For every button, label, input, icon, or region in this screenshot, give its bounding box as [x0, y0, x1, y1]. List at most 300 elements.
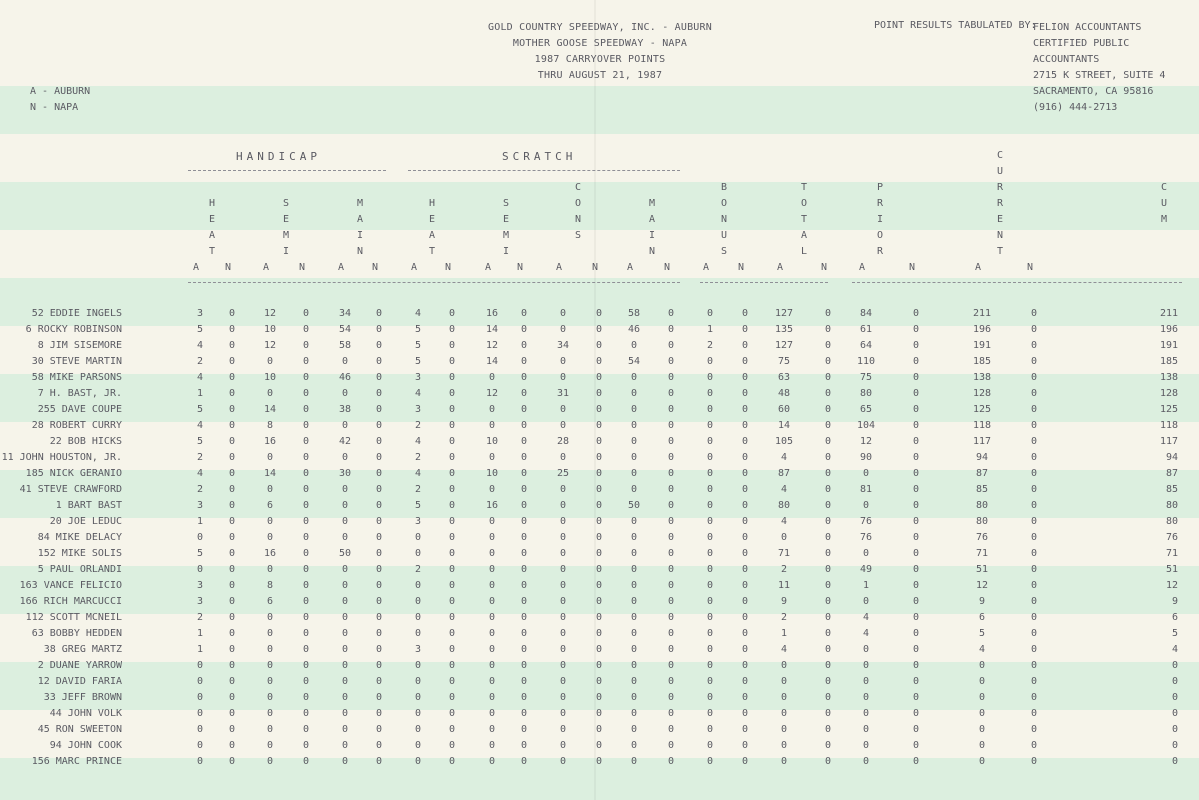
driver-name: 63 BOBBY HEDDEN — [31, 628, 122, 639]
sub-header-napa: N — [516, 262, 524, 273]
table-cell: 0 — [595, 756, 603, 767]
table-cell: 0 — [488, 548, 496, 559]
table-cell: 0 — [302, 308, 310, 319]
sub-header-napa: N — [820, 262, 828, 273]
table-cell: 0 — [341, 740, 349, 751]
table-cell: 0 — [448, 564, 456, 575]
table-cell: 0 — [706, 740, 714, 751]
table-cell: 16 — [263, 548, 277, 559]
driver-name: 33 JEFF BROWN — [43, 692, 122, 703]
table-cell: 0 — [520, 580, 528, 591]
table-cell: 0 — [520, 644, 528, 655]
handicap-heading: HANDICAP — [236, 150, 321, 163]
table-cell: 0 — [266, 612, 274, 623]
sub-header-auburn: A — [192, 262, 200, 273]
table-cell: 0 — [341, 628, 349, 639]
header-letter: O — [800, 198, 808, 209]
driver-name: 1 BART BAST — [55, 500, 122, 511]
table-cell: 0 — [266, 628, 274, 639]
table-cell: 0 — [630, 452, 638, 463]
table-cell: 0 — [862, 708, 870, 719]
header-letter: I — [356, 230, 364, 241]
table-cell: 0 — [912, 676, 920, 687]
table-cell: 135 — [774, 324, 794, 335]
table-row — [0, 450, 1199, 466]
table-cell: 0 — [559, 756, 567, 767]
table-cell: 0 — [912, 308, 920, 319]
table-cell: 0 — [824, 404, 832, 415]
cumulative-cell: 94 — [1165, 452, 1178, 463]
table-cell: 0 — [302, 612, 310, 623]
table-cell: 0 — [302, 356, 310, 367]
table-cell: 0 — [375, 324, 383, 335]
table-cell: 0 — [302, 420, 310, 431]
table-cell: 0 — [448, 532, 456, 543]
table-cell: 0 — [1030, 708, 1038, 719]
header-letter: T — [800, 182, 808, 193]
table-cell: 80 — [859, 388, 873, 399]
table-cell: 0 — [488, 372, 496, 383]
table-cell: 0 — [912, 756, 920, 767]
table-cell: 0 — [667, 740, 675, 751]
table-cell: 54 — [338, 324, 352, 335]
table-cell: 0 — [667, 676, 675, 687]
table-cell: 0 — [302, 756, 310, 767]
table-cell: 0 — [630, 692, 638, 703]
cumulative-cell: 4 — [1171, 644, 1178, 655]
table-cell: 0 — [448, 516, 456, 527]
table-cell: 0 — [667, 452, 675, 463]
table-cell: 0 — [706, 484, 714, 495]
table-cell: 0 — [488, 452, 496, 463]
table-cell: 0 — [1030, 516, 1038, 527]
header-letter: N — [996, 230, 1004, 241]
table-cell: 0 — [559, 516, 567, 527]
table-cell: 0 — [520, 436, 528, 447]
table-cell: 0 — [706, 452, 714, 463]
table-cell: 4 — [780, 484, 788, 495]
table-cell: 3 — [414, 644, 422, 655]
table-row — [0, 754, 1199, 770]
firm-line: (916) 444-2713 — [1033, 102, 1118, 113]
table-cell: 0 — [414, 676, 422, 687]
table-cell: 0 — [824, 644, 832, 655]
table-cell: 0 — [595, 628, 603, 639]
table-cell: 0 — [341, 388, 349, 399]
table-cell: 0 — [741, 436, 749, 447]
table-cell: 0 — [630, 468, 638, 479]
table-cell: 65 — [859, 404, 873, 415]
table-cell: 0 — [341, 500, 349, 511]
table-cell: 10 — [485, 436, 499, 447]
table-cell: 0 — [302, 388, 310, 399]
table-cell: 0 — [706, 372, 714, 383]
table-cell: 0 — [912, 356, 920, 367]
table-cell: 0 — [520, 452, 528, 463]
table-cell: 14 — [777, 420, 791, 431]
table-cell: 0 — [375, 612, 383, 623]
table-cell: 0 — [595, 596, 603, 607]
table-cell: 0 — [488, 660, 496, 671]
table-cell: 0 — [912, 324, 920, 335]
table-cell: 0 — [706, 692, 714, 703]
table-cell: 0 — [1030, 628, 1038, 639]
table-cell: 0 — [414, 724, 422, 735]
table-cell: 0 — [266, 516, 274, 527]
table-cell: 0 — [488, 708, 496, 719]
driver-name: 30 STEVE MARTIN — [31, 356, 122, 367]
header-letter: A — [648, 214, 656, 225]
table-cell: 0 — [630, 404, 638, 415]
table-cell: 0 — [1030, 436, 1038, 447]
table-cell: 34 — [338, 308, 352, 319]
table-cell: 0 — [228, 756, 236, 767]
table-cell: 0 — [630, 708, 638, 719]
table-cell: 0 — [912, 596, 920, 607]
table-cell: 0 — [196, 660, 204, 671]
table-cell: 1 — [706, 324, 714, 335]
table-cell: 0 — [559, 532, 567, 543]
table-cell: 5 — [196, 404, 204, 415]
table-cell: 0 — [375, 676, 383, 687]
table-cell: 76 — [975, 532, 989, 543]
table-cell: 25 — [556, 468, 570, 479]
table-cell: 0 — [228, 372, 236, 383]
driver-name: 11 JOHN HOUSTON, JR. — [1, 452, 122, 463]
driver-name: 41 STEVE CRAWFORD — [19, 484, 122, 495]
table-cell: 0 — [488, 676, 496, 687]
table-cell: 0 — [630, 612, 638, 623]
table-cell: 0 — [706, 596, 714, 607]
driver-name: 6 ROCKY ROBINSON — [25, 324, 122, 335]
table-cell: 0 — [824, 756, 832, 767]
table-cell: 12 — [263, 308, 277, 319]
table-cell: 0 — [595, 548, 603, 559]
table-cell: 80 — [975, 500, 989, 511]
table-cell: 0 — [1030, 740, 1038, 751]
table-cell: 0 — [706, 500, 714, 511]
table-cell: 0 — [375, 308, 383, 319]
cumulative-cell: 80 — [1165, 500, 1178, 511]
table-cell: 11 — [777, 580, 791, 591]
table-cell: 0 — [228, 356, 236, 367]
table-cell: 0 — [912, 644, 920, 655]
table-cell: 2 — [780, 564, 788, 575]
table-cell: 0 — [559, 404, 567, 415]
table-cell: 0 — [488, 484, 496, 495]
table-cell: 0 — [228, 580, 236, 591]
table-cell: 0 — [448, 308, 456, 319]
table-cell: 0 — [266, 708, 274, 719]
table-cell: 0 — [559, 596, 567, 607]
table-cell: 0 — [375, 756, 383, 767]
table-cell: 0 — [978, 756, 986, 767]
table-cell: 0 — [595, 340, 603, 351]
table-cell: 0 — [630, 532, 638, 543]
table-cell: 0 — [559, 356, 567, 367]
table-row — [0, 386, 1199, 402]
table-cell: 54 — [627, 356, 641, 367]
header-letter: S — [282, 198, 290, 209]
cumulative-cell: 185 — [1159, 356, 1178, 367]
table-cell: 0 — [559, 484, 567, 495]
scratch-rule — [408, 170, 680, 171]
table-cell: 0 — [302, 500, 310, 511]
table-row — [0, 674, 1199, 690]
sub-header-auburn: A — [776, 262, 784, 273]
table-cell: 12 — [485, 388, 499, 399]
table-cell: 5 — [414, 324, 422, 335]
table-cell: 0 — [375, 372, 383, 383]
table-cell: 0 — [741, 564, 749, 575]
header-letter: M — [356, 198, 364, 209]
table-cell: 0 — [520, 548, 528, 559]
table-cell: 0 — [559, 564, 567, 575]
table-cell: 0 — [741, 452, 749, 463]
table-cell: 0 — [488, 644, 496, 655]
table-cell: 0 — [520, 564, 528, 575]
table-row — [0, 546, 1199, 562]
table-cell: 9 — [780, 596, 788, 607]
table-cell: 0 — [978, 724, 986, 735]
table-cell: 4 — [196, 340, 204, 351]
table-cell: 0 — [196, 676, 204, 687]
table-cell: 75 — [777, 356, 791, 367]
table-cell: 0 — [341, 532, 349, 543]
driver-name: 20 JOE LEDUC — [49, 516, 122, 527]
table-cell: 0 — [1030, 580, 1038, 591]
table-cell: 12 — [485, 340, 499, 351]
table-cell: 0 — [448, 692, 456, 703]
table-cell: 0 — [667, 500, 675, 511]
cumulative-cell: 117 — [1159, 436, 1178, 447]
table-cell: 0 — [862, 644, 870, 655]
table-cell: 0 — [1030, 356, 1038, 367]
driver-name: 58 MIKE PARSONS — [31, 372, 122, 383]
table-cell: 0 — [667, 484, 675, 495]
table-cell: 0 — [1030, 372, 1038, 383]
table-cell: 0 — [741, 756, 749, 767]
header-letter: M — [1160, 214, 1168, 225]
table-row — [0, 578, 1199, 594]
table-cell: 0 — [302, 484, 310, 495]
table-cell: 0 — [448, 756, 456, 767]
header-letter: L — [800, 246, 808, 257]
table-cell: 0 — [1030, 340, 1038, 351]
table-cell: 2 — [706, 340, 714, 351]
table-cell: 0 — [375, 500, 383, 511]
table-cell: 0 — [559, 612, 567, 623]
table-cell: 0 — [741, 644, 749, 655]
header-letter: U — [996, 166, 1004, 177]
table-cell: 4 — [414, 308, 422, 319]
sub-header-auburn: A — [974, 262, 982, 273]
table-cell: 0 — [1030, 596, 1038, 607]
table-cell: 0 — [228, 516, 236, 527]
table-cell: 2 — [414, 452, 422, 463]
table-cell: 0 — [595, 660, 603, 671]
table-cell: 2 — [196, 356, 204, 367]
table-cell: 42 — [338, 436, 352, 447]
table-cell: 5 — [196, 324, 204, 335]
table-cell: 0 — [912, 548, 920, 559]
table-cell: 0 — [912, 580, 920, 591]
header-letter: R — [996, 198, 1004, 209]
table-cell: 0 — [630, 436, 638, 447]
table-cell: 4 — [196, 420, 204, 431]
table-cell: 0 — [488, 740, 496, 751]
sub-header-napa: N — [371, 262, 379, 273]
table-cell: 0 — [341, 564, 349, 575]
table-cell: 0 — [520, 756, 528, 767]
table-cell: 0 — [341, 452, 349, 463]
table-cell: 0 — [741, 388, 749, 399]
table-cell: 0 — [448, 628, 456, 639]
cumulative-cell: 128 — [1159, 388, 1178, 399]
sub-header-auburn: A — [262, 262, 270, 273]
table-cell: 0 — [595, 532, 603, 543]
table-cell: 0 — [630, 596, 638, 607]
table-cell: 125 — [972, 404, 992, 415]
table-cell: 58 — [627, 308, 641, 319]
table-cell: 1 — [862, 580, 870, 591]
cumulative-cell: 0 — [1171, 708, 1178, 719]
header-letter: E — [428, 214, 436, 225]
table-cell: 0 — [375, 516, 383, 527]
table-cell: 0 — [266, 564, 274, 575]
table-row — [0, 514, 1199, 530]
table-cell: 0 — [741, 468, 749, 479]
table-cell: 0 — [862, 740, 870, 751]
table-row — [0, 418, 1199, 434]
table-cell: 185 — [972, 356, 992, 367]
table-cell: 0 — [706, 468, 714, 479]
table-cell: 0 — [824, 436, 832, 447]
table-cell: 0 — [1030, 564, 1038, 575]
table-cell: 0 — [912, 340, 920, 351]
table-cell: 0 — [228, 564, 236, 575]
table-cell: 0 — [824, 356, 832, 367]
table-cell: 0 — [448, 436, 456, 447]
table-cell: 0 — [559, 452, 567, 463]
table-cell: 0 — [630, 740, 638, 751]
table-row — [0, 562, 1199, 578]
table-cell: 0 — [520, 356, 528, 367]
table-cell: 0 — [520, 660, 528, 671]
table-cell: 0 — [706, 308, 714, 319]
header-letter: I — [502, 246, 510, 257]
table-cell: 0 — [414, 596, 422, 607]
table-cell: 2 — [196, 452, 204, 463]
table-cell: 0 — [448, 404, 456, 415]
table-cell: 0 — [448, 740, 456, 751]
header-letter: O — [574, 198, 582, 209]
table-cell: 3 — [196, 500, 204, 511]
table-cell: 0 — [706, 660, 714, 671]
table-cell: 0 — [266, 756, 274, 767]
table-cell: 1 — [780, 628, 788, 639]
table-cell: 0 — [741, 612, 749, 623]
table-cell: 0 — [302, 596, 310, 607]
table-cell: 196 — [972, 324, 992, 335]
table-cell: 0 — [228, 532, 236, 543]
table-cell: 0 — [266, 644, 274, 655]
table-cell: 50 — [627, 500, 641, 511]
table-cell: 0 — [667, 644, 675, 655]
table-cell: 94 — [975, 452, 989, 463]
header-letter: C — [574, 182, 582, 193]
table-cell: 0 — [706, 628, 714, 639]
table-cell: 0 — [375, 644, 383, 655]
table-cell: 0 — [559, 692, 567, 703]
table-cell: 0 — [302, 564, 310, 575]
table-cell: 0 — [520, 468, 528, 479]
table-cell: 0 — [520, 692, 528, 703]
table-cell: 49 — [859, 564, 873, 575]
table-cell: 60 — [777, 404, 791, 415]
table-cell: 128 — [972, 388, 992, 399]
cumulative-cell: 0 — [1171, 724, 1178, 735]
table-cell: 0 — [448, 484, 456, 495]
table-cell: 0 — [520, 308, 528, 319]
table-cell: 3 — [414, 372, 422, 383]
sub-header-auburn: A — [484, 262, 492, 273]
table-cell: 2 — [780, 612, 788, 623]
driver-name: 166 RICH MARCUCCI — [19, 596, 122, 607]
table-cell: 34 — [556, 340, 570, 351]
table-cell: 0 — [780, 724, 788, 735]
table-cell: 0 — [559, 308, 567, 319]
table-cell: 0 — [228, 484, 236, 495]
legend-auburn: A - AUBURN — [30, 86, 91, 97]
table-cell: 0 — [228, 644, 236, 655]
table-cell: 0 — [630, 388, 638, 399]
driver-name: 7 H. BAST, JR. — [37, 388, 122, 399]
table-cell: 0 — [520, 628, 528, 639]
table-cell: 0 — [667, 516, 675, 527]
table-cell: 0 — [448, 596, 456, 607]
table-cell: 0 — [780, 660, 788, 671]
header-letter: T — [996, 246, 1004, 257]
table-cell: 0 — [520, 372, 528, 383]
table-cell: 0 — [341, 724, 349, 735]
header-letter: N — [574, 214, 582, 225]
table-cell: 0 — [706, 388, 714, 399]
header-rule — [700, 282, 828, 283]
cumulative-cell: 85 — [1165, 484, 1178, 495]
table-cell: 61 — [859, 324, 873, 335]
table-cell: 31 — [556, 388, 570, 399]
table-cell: 0 — [302, 404, 310, 415]
table-cell: 0 — [630, 420, 638, 431]
table-cell: 1 — [196, 388, 204, 399]
table-cell: 0 — [520, 340, 528, 351]
table-cell: 0 — [862, 500, 870, 511]
table-cell: 0 — [1030, 644, 1038, 655]
table-row — [0, 466, 1199, 482]
table-cell: 0 — [266, 452, 274, 463]
table-cell: 0 — [595, 404, 603, 415]
table-cell: 0 — [266, 724, 274, 735]
header-letter: O — [720, 198, 728, 209]
table-cell: 0 — [824, 612, 832, 623]
table-cell: 0 — [595, 420, 603, 431]
table-cell: 0 — [912, 564, 920, 575]
table-cell: 0 — [228, 452, 236, 463]
header-letter: M — [282, 230, 290, 241]
table-cell: 16 — [263, 436, 277, 447]
handicap-rule — [188, 170, 386, 171]
